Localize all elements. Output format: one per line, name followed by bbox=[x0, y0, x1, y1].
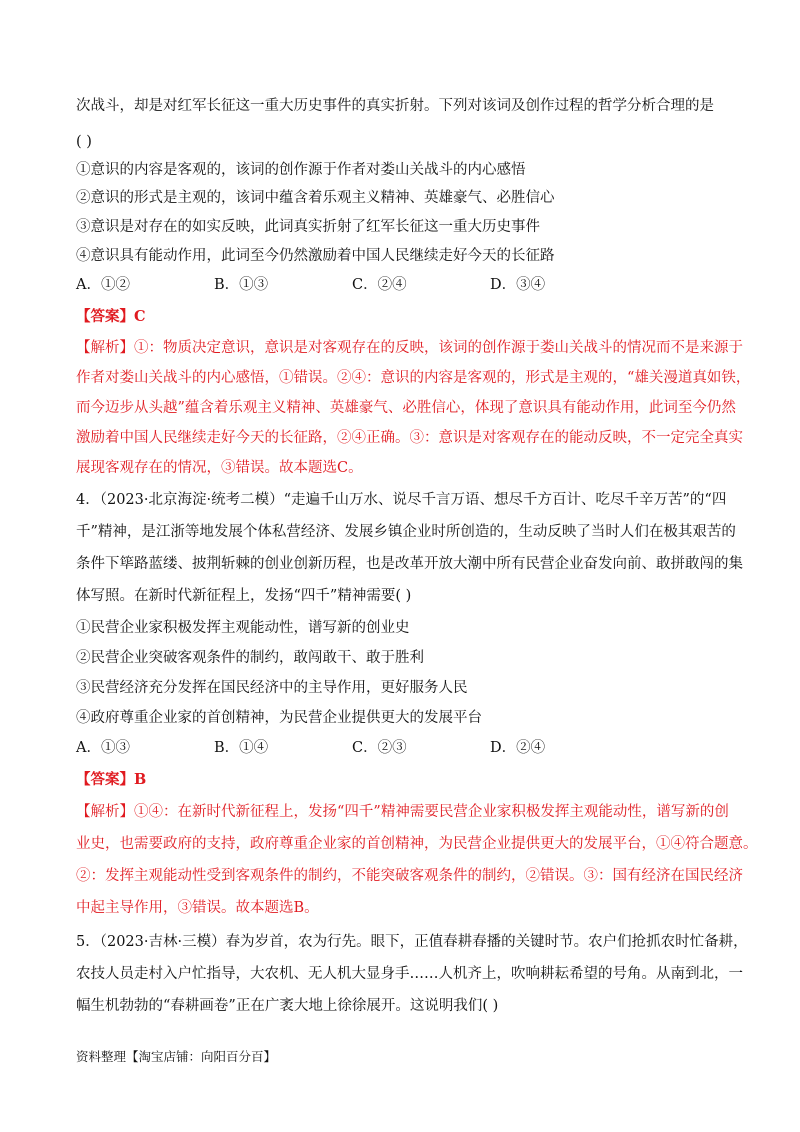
q4-choice-1: ①民营企业家积极发挥主观能动性，谱写新的创业史 bbox=[76, 620, 410, 636]
q4-option-c: C．②③ bbox=[352, 740, 407, 756]
q4-stem-line-4: 体写照。在新时代新征程上，发扬“四千”精神需要( ) bbox=[76, 588, 412, 604]
q4-analysis-line-3: ②：发挥主观能动性受到客观条件的制约，不能突破客观条件的制约，②错误。③：国有经济在国民经济 bbox=[76, 868, 743, 884]
q3-answer-paren: ( ) bbox=[76, 134, 92, 150]
q4-stem-line-3: 条件下筚路蓝缕、披荆斩棘的创业创新历程，也是改革开放大潮中所有民营企业奋发向前、敢拼敢闯的集 bbox=[76, 556, 743, 572]
q3-option-d: D．③④ bbox=[490, 277, 546, 293]
q3-answer: 【答案】C bbox=[76, 308, 146, 325]
q4-option-a: A．①③ bbox=[76, 740, 130, 756]
q3-analysis-line-5: 展现客观存在的情况，③错误。故本题选C。 bbox=[76, 460, 363, 476]
q4-choice-2: ②民营企业突破客观条件的制约，敢闯敢干、敢于胜利 bbox=[76, 650, 424, 666]
q3-choice-4: ④意识具有能动作用，此词至今仍然激励着中国人民继续走好今天的长征路 bbox=[76, 248, 555, 264]
q3-option-a: A．①② bbox=[76, 277, 130, 293]
q4-answer: 【答案】B bbox=[76, 771, 147, 788]
q4-stem-line-1: 4．（2023·北京海淀·统考二模）“走遍千山万水、说尽千言万语、想尽千方百计、吃尽千辛万苦”的“四 bbox=[76, 492, 727, 508]
q3-choice-2: ②意识的形式是主观的，该词中蕴含着乐观主义精神、英雄豪气、必胜信心 bbox=[76, 190, 555, 206]
q3-option-c: C．②④ bbox=[352, 277, 407, 293]
q5-stem-line-3: 幅生机勃勃的“春耕画卷”正在广袤大地上徐徐展开。这说明我们( ) bbox=[76, 998, 499, 1014]
q4-analysis-line-1: 【解析】①④：在新时代新征程上，发扬“四千”精神需要民营企业家积极发挥主观能动性，谱写新的创 bbox=[76, 804, 729, 820]
q3-option-b: B．①③ bbox=[214, 277, 269, 293]
q4-analysis-line-2: 业史，也需要政府的支持，政府尊重企业家的首创精神，为民营企业提供更大的发展平台，①④符合题意。 bbox=[76, 836, 758, 852]
q4-option-b: B．①④ bbox=[214, 740, 269, 756]
q3-choice-3: ③意识是对存在的如实反映，此词真实折射了红军长征这一重大历史事件 bbox=[76, 219, 540, 235]
q5-stem-line-2: 农技人员走村入户忙指导，大农机、无人机大显身手……人机齐上，吹响耕耘希望的号角。从南到北，一 bbox=[76, 966, 743, 982]
q3-stem-line: 次战斗，却是对红军长征这一重大历史事件的真实折射。下列对该词及创作过程的哲学分析合理的是 bbox=[76, 98, 714, 114]
q4-stem-line-2: 千”精神，是江浙等地发展个体私营经济、发展乡镇企业时所创造的，生动反映了当时人们在极其艰苦的 bbox=[76, 524, 736, 540]
q4-analysis-line-4: 中起主导作用，③错误。故本题选B。 bbox=[76, 900, 319, 916]
q3-analysis-line-3: 而今迈步从头越”蕴含着乐观主义精神、英雄豪气、必胜信心，体现了意识具有能动作用，此词至今仍然 bbox=[76, 400, 736, 416]
q4-choice-4: ④政府尊重企业家的首创精神，为民营企业提供更大的发展平台 bbox=[76, 710, 482, 726]
page-footer: 资料整理【淘宝店铺：向阳百分百】 bbox=[76, 1049, 277, 1064]
q3-analysis-line-1: 【解析】①：物质决定意识，意识是对客观存在的反映，该词的创作源于娄山关战斗的情况而不是来源于 bbox=[76, 340, 743, 356]
q5-stem-line-1: 5．（2023·吉林·三模）春为岁首，农为行先。眼下，正值春耕春播的关键时节。农户们抢抓农时忙备耕， bbox=[76, 934, 748, 950]
q3-analysis-line-4: 激励着中国人民继续走好今天的长征路，②④正确。③：意识是对客观存在的能动反映，不一定完全真实 bbox=[76, 430, 743, 446]
q3-choice-1: ①意识的内容是客观的，该词的创作源于作者对娄山关战斗的内心感悟 bbox=[76, 162, 526, 178]
q3-analysis-line-2: 作者对娄山关战斗的内心感悟，①错误。②④：意识的内容是客观的，形式是主观的，“雄关漫道真如铁， bbox=[76, 370, 751, 386]
q4-option-d: D．②④ bbox=[490, 740, 546, 756]
q4-choice-3: ③民营经济充分发挥在国民经济中的主导作用，更好服务人民 bbox=[76, 680, 468, 696]
